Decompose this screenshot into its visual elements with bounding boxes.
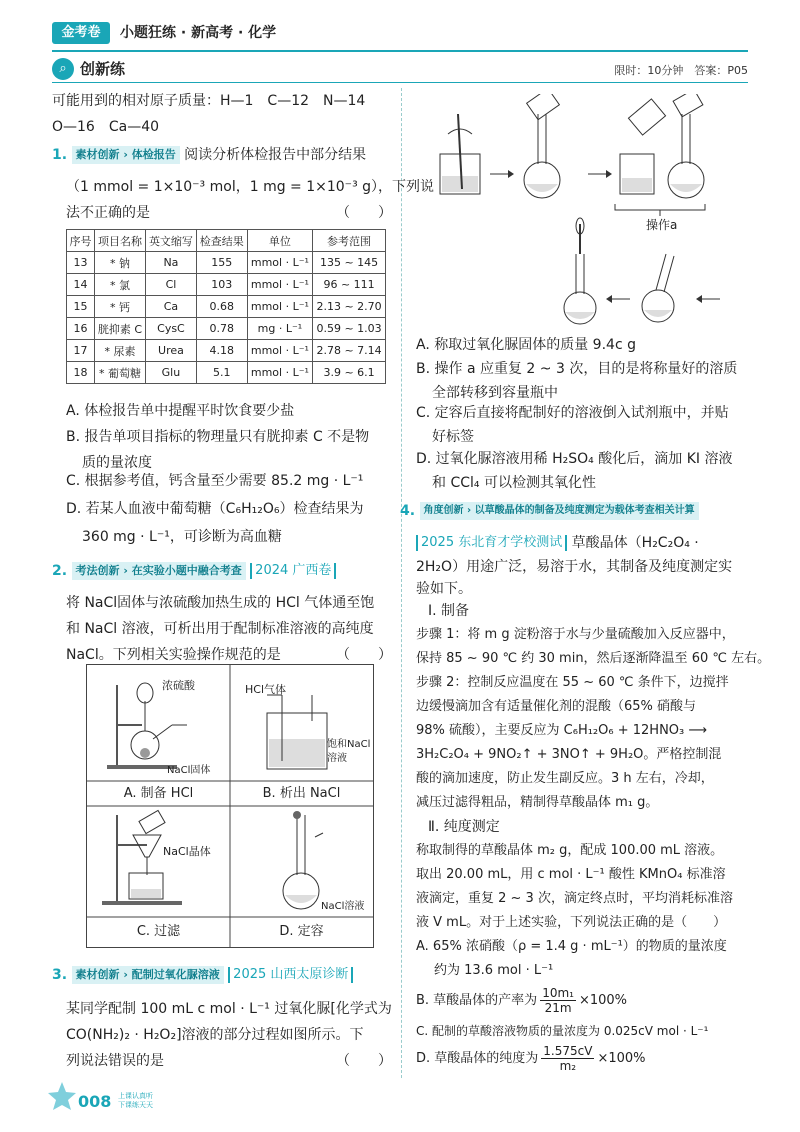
q2-source: 2024 广西卷: [250, 563, 336, 579]
q3-option-c-2: 好标签: [432, 429, 474, 445]
table-cell: mmol · L⁻¹: [247, 274, 312, 296]
q3-stem-line-0: [52, 962, 392, 988]
footer-slogan: [118, 1092, 153, 1110]
fraction-numerator: 10m₁: [542, 986, 574, 1000]
table-row: [67, 252, 386, 274]
table-row: [67, 274, 386, 296]
q4-step-2-e: 酸的滴加速度，防止发生副反应。3 h 左右，冷却，: [416, 771, 714, 786]
q1-option-b-2: 质的量浓度: [82, 455, 152, 471]
q4-stem-line-2: 2H₂O）用途广泛，易溶于水，其制备及纯度测定实: [416, 559, 733, 575]
table-cell: * 钙: [95, 296, 146, 318]
fraction-numerator: 1.575cV: [543, 1044, 593, 1058]
table-cell: 15: [67, 296, 95, 318]
magnifier-icon: ⌕: [52, 58, 74, 80]
q4-option-d-prefix: D. 草酸晶体的纯度为: [416, 1050, 539, 1066]
q3-answer-paren: （ ）: [336, 1053, 392, 1069]
q1-option-d-1: D. 若某人血液中葡萄糖（C₆H₁₂O₆）检查结果为: [66, 501, 364, 517]
fig-c-caption: C. 过滤: [136, 924, 181, 939]
table-cell: Urea: [146, 340, 197, 362]
book-title: 小题狂练 · 新高考 · 化学: [120, 25, 277, 41]
section-title: 创新练: [80, 60, 126, 78]
table-cell: 3.9 ~ 6.1: [313, 362, 386, 384]
table-cell: 14: [67, 274, 95, 296]
q4-step-2-a: 步骤 2：控制反应温度在 55 ~ 60 ℃ 条件下，边搅拌: [416, 675, 729, 690]
mascot-icon: [48, 1080, 76, 1116]
q4-source: 2025 东北育才学校测试: [416, 535, 567, 551]
q4-option-c: C. 配制的草酸溶液物质的量浓度为 0.025cV mol · L⁻¹: [416, 1024, 709, 1038]
q2-answer-paren: （ ）: [336, 647, 392, 663]
operation-a-label: 操作a: [646, 218, 678, 232]
q2-stem-line-2: 和 NaCl 溶液，可析出用于配制标准溶液的高纯度: [66, 621, 374, 637]
intro-line-2: O—16 Ca—40: [52, 119, 160, 135]
section-rule: [52, 82, 748, 83]
q4-part-2-heading: Ⅱ. 纯度测定: [428, 819, 500, 835]
report-table: [66, 229, 386, 384]
q2-stem-line-3: NaCl。下列相关实验操作规范的是: [66, 647, 281, 663]
q1-stem-line-3: 法不正确的是: [66, 205, 150, 221]
fig-b-label-gas: HCl气体: [245, 683, 287, 696]
table-cell: 103: [196, 274, 247, 296]
q1-stem-line-1: [52, 142, 392, 168]
q3-stem-line-1: 某同学配制 100 mL c mol · L⁻¹ 过氧化脲[化学式为: [66, 1001, 392, 1017]
q4-option-b: [416, 986, 627, 1015]
q2-tag: 考法创新 › 在实验小题中融合考查: [72, 562, 246, 580]
q1-option-d-2: 360 mg · L⁻¹，可诊断为高血糖: [82, 529, 282, 545]
table-cell: 0.78: [196, 318, 247, 340]
q4-stem-line-1: [416, 530, 699, 556]
table-cell: * 尿素: [95, 340, 146, 362]
q3-option-d-2: 和 CCl₄ 可以检测其氧化性: [432, 475, 596, 491]
table-row: [67, 296, 386, 318]
q4-stem-line-3: 验如下。: [416, 581, 472, 597]
q3-option-d-1: D. 过氧化脲溶液用稀 H₂SO₄ 酸化后，滴加 KI 溶液: [416, 451, 733, 467]
fraction-denominator: 21m: [544, 1001, 572, 1015]
table-cell: 0.59 ~ 1.03: [313, 318, 386, 340]
q3-option-b-2: 全部转移到容量瓶中: [432, 385, 558, 401]
table-cell: 155: [196, 252, 247, 274]
column-divider: [401, 88, 402, 1078]
fig-b-label-solution-2: 溶液: [327, 753, 347, 764]
table-cell: * 钠: [95, 252, 146, 274]
q4-purity-c: 液滴定，重复 2 ~ 3 次，滴定终点时，平均消耗标准溶: [416, 891, 733, 906]
table-row: [67, 340, 386, 362]
q4-option-d: [416, 1044, 646, 1073]
table-cell: 96 ~ 111: [313, 274, 386, 296]
table-cell: Cl: [146, 274, 197, 296]
fig-b-caption: B. 析出 NaCl: [262, 786, 341, 801]
table-header-cell: 英文缩写: [146, 230, 197, 252]
q4-option-a-1: A. 65% 浓硝酸（ρ = 1.4 g · mL⁻¹）的物质的量浓度: [416, 939, 727, 954]
q2-number: 2.: [52, 563, 68, 579]
q3-stem-line-2: CO(NH₂)₂ · H₂O₂]溶液的部分过程如图所示。下: [66, 1027, 364, 1043]
q1-option-c: C. 根据参考值，钙含量至少需要 85.2 mg · L⁻¹: [66, 473, 364, 489]
q3-option-a: A. 称取过氧化脲固体的质量 9.4c g: [416, 337, 636, 353]
q4-option-d-suffix: ×100%: [597, 1050, 646, 1066]
q4-purity-a: 称取制得的草酸晶体 m₂ g，配成 100.00 mL 溶液。: [416, 843, 724, 858]
header-rule: [52, 50, 748, 52]
q1-stem-text-1: 阅读分析体检报告中部分结果: [184, 147, 367, 163]
table-cell: 13: [67, 252, 95, 274]
q4-purity-b: 取出 20.00 mL，用 c mol · L⁻¹ 酸性 KMnO₄ 标准溶: [416, 867, 726, 882]
table-cell: 0.68: [196, 296, 247, 318]
q4-step-1-b: 保持 85 ~ 90 ℃ 约 30 min，然后逐渐降温至 60 ℃ 左右。: [416, 651, 771, 666]
q2-stem-line-0: [52, 558, 392, 584]
fraction: [541, 1044, 594, 1073]
fig-b-label-solution-1: 饱和NaCl: [327, 739, 371, 750]
table-cell: 135 ~ 145: [313, 252, 386, 274]
table-cell: CysC: [146, 318, 197, 340]
table-cell: 4.18: [196, 340, 247, 362]
series-badge: 金考卷: [52, 22, 110, 44]
q1-stem-line-2: （1 mmol = 1×10⁻³ mol，1 mg = 1×10⁻³ g），下列说: [66, 179, 435, 195]
q1-answer-paren: （ ）: [336, 205, 392, 221]
q4-step-2-b: 边缓慢滴加含有适量催化剂的混酸（65% 硝酸与: [416, 699, 697, 714]
q3-source: 2025 山西太原诊断: [228, 967, 353, 983]
table-cell: mmol · L⁻¹: [247, 296, 312, 318]
fraction: [540, 986, 576, 1015]
q4-option-b-suffix: ×100%: [578, 992, 628, 1008]
page-number: 008: [78, 1092, 112, 1111]
fig-d-caption: D. 定容: [279, 924, 324, 939]
q4-number: 4.: [400, 503, 416, 519]
table-cell: 2.13 ~ 2.70: [313, 296, 386, 318]
q4-step-1-a: 步骤 1：将 m g 淀粉溶于水与少量硫酸加入反应器中，: [416, 627, 735, 642]
table-header-cell: 序号: [67, 230, 95, 252]
q3-procedure-drawing: [420, 94, 740, 334]
table-row: [67, 362, 386, 384]
fig-c-label-crystal: NaCl晶体: [163, 845, 211, 858]
q1-option-a: A. 体检报告单中提醒平时饮食要少盐: [66, 403, 295, 419]
table-cell: mmol · L⁻¹: [247, 252, 312, 274]
q3-option-b-1: B. 操作 a 应重复 2 ~ 3 次，目的是将称量好的溶质: [416, 361, 738, 377]
table-cell: mmol · L⁻¹: [247, 340, 312, 362]
table-cell: 17: [67, 340, 95, 362]
q4-step-2-f: 减压过滤得粗品，精制得草酸晶体 m₁ g。: [416, 795, 659, 810]
q3-option-c-1: C. 定容后直接将配制好的溶液倒入试剂瓶中，并贴: [416, 405, 729, 421]
q4-purity-d: 液 V mL。对于上述实验，下列说法正确的是（ ）: [416, 915, 727, 930]
table-cell: mg · L⁻¹: [247, 318, 312, 340]
fig-a-caption: A. 制备 HCl: [123, 786, 194, 801]
table-header-cell: 检查结果: [196, 230, 247, 252]
fig-a-label-acid: 浓硫酸: [162, 679, 195, 692]
q4-step-2-c: 98% 硫酸），主要反应为 C₆H₁₂O₆ + 12HNO₃ ⟶: [416, 723, 708, 738]
table-cell: * 葡萄糖: [95, 362, 146, 384]
q1-number: 1.: [52, 147, 68, 163]
table-cell: Glu: [146, 362, 197, 384]
q2-stem-line-1: 将 NaCl固体与浓硫酸加热生成的 HCl 气体通至饱: [66, 595, 375, 611]
intro-line-1: 可能用到的相对原子质量：H—1 C—12 N—14: [52, 93, 366, 109]
table-header-row: [67, 230, 386, 252]
table-cell: 16: [67, 318, 95, 340]
q3-stem-line-3: 列说法错误的是: [66, 1053, 164, 1069]
table-cell: mmol · L⁻¹: [247, 362, 312, 384]
fraction-denominator: m₂: [559, 1059, 577, 1073]
table-header-cell: 参考范围: [313, 230, 386, 252]
q4-option-b-prefix: B. 草酸晶体的产率为: [416, 992, 538, 1008]
section-meta: 限时：10分钟 答案：P05: [614, 64, 748, 77]
table-cell: Ca: [146, 296, 197, 318]
table-cell: 5.1: [196, 362, 247, 384]
q3-figure: [420, 94, 740, 334]
table-cell: 胱抑素 C: [95, 318, 146, 340]
table-cell: * 氯: [95, 274, 146, 296]
fig-a-label-solid: NaCl固体: [167, 765, 211, 776]
q2-figure-grid: [86, 664, 374, 948]
footer-slogan-2: 下课练天天: [118, 1101, 153, 1109]
q1-tag: 素材创新 › 体检报告: [72, 146, 180, 164]
q1-option-b-1: B. 报告单项目指标的物理量只有胱抑素 C 不是物: [66, 429, 370, 445]
table-cell: 18: [67, 362, 95, 384]
footer-slogan-1: 上课认真听: [118, 1092, 153, 1100]
table-cell: 2.78 ~ 7.14: [313, 340, 386, 362]
q4-step-2-d: 3H₂C₂O₄ + 9NO₂↑ + 3NO↑ + 9H₂O。严格控制混: [416, 747, 722, 762]
q3-tag: 素材创新 › 配制过氧化脲溶液: [72, 966, 224, 984]
table-cell: Na: [146, 252, 197, 274]
fig-d-label-solution: NaCl溶液: [321, 901, 365, 912]
q4-tag: 角度创新 › 以草酸晶体的制备及纯度测定为载体考查相关计算: [420, 502, 699, 520]
table-header-cell: 单位: [247, 230, 312, 252]
q4-option-a-2: 约为 13.6 mol · L⁻¹: [434, 963, 554, 978]
q3-number: 3.: [52, 967, 68, 983]
q4-stem-text-1: 草酸晶体（H₂C₂O₄ ·: [571, 535, 699, 551]
table-header-cell: 项目名称: [95, 230, 146, 252]
q4-stem-line-0: [400, 498, 750, 524]
table-row: [67, 318, 386, 340]
q4-part-1-heading: Ⅰ. 制备: [428, 603, 470, 619]
